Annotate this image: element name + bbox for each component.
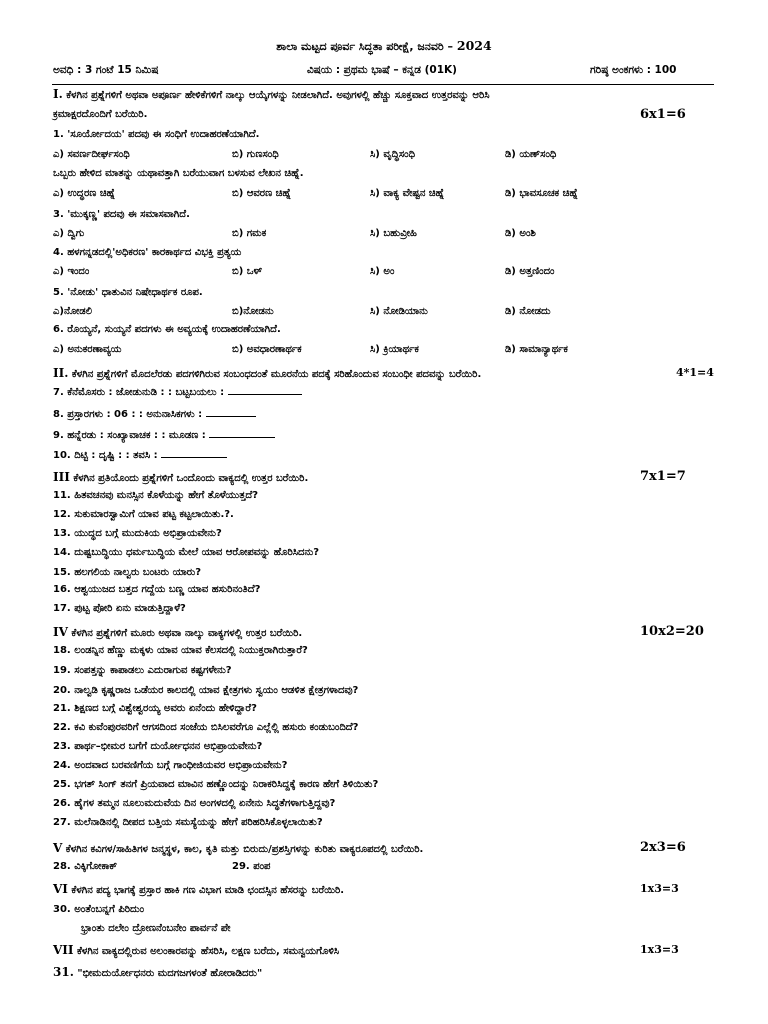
q1-option-b: ಬಿ) ಗುಣಸಂಧಿ xyxy=(232,149,279,160)
question-7: 7. ಕೆನೆಮೊಸರು : ಜೋಡುನುಡಿ : : ಬಟ್ಟಬಯಲು : xyxy=(53,385,653,400)
q6-option-a: ಎ) ಅನುಕರಣಾವ್ಯಯ xyxy=(53,344,122,355)
section-1-instruction-cont: ಕ್ರಮಾಕ್ಷರದೊಂದಿಗೆ ಬರೆಯಿರಿ. xyxy=(53,109,148,120)
question-11: 11. ಹಿತವಚನವು ಮನಸ್ಸಿನ ಕೊಳೆಯನ್ನು ಹೇಗೆ ತೊಳೆಯುತ್ತದೆ? xyxy=(53,490,259,501)
question-23: 23. ಪಾರ್ಥ–ಭೀಮರ ಬಗೆಗೆ ದುರ್ಯೋಧನನ ಅಭಿಪ್ರಾಯವೇನು? xyxy=(53,741,263,752)
section-3-marks: 7x1=7 xyxy=(640,469,686,484)
q2-option-c: ಸಿ) ವಾಕ್ಯ ವೇಷ್ಟನ ಚಿಹ್ನೆ xyxy=(370,188,445,199)
question-21: 21. ಶಿಕ್ಷಣದ ಬಗ್ಗೆ ವಿಶ್ವೇಶ್ವರಯ್ಯ ಅವರು ಏನೆಂದು ಹೇಳಿದ್ದಾರೆ? xyxy=(53,703,257,714)
section-1-marks: 6x1=6 xyxy=(640,107,686,122)
question-31: 31. "ಭೀಮದುರ್ಯೋಧನರು ಮದಗಜಗಳಂತೆ ಹೋರಾಡಿದರು" xyxy=(53,965,263,979)
q2-option-b: ಬಿ) ಆವರಣ ಚಿಹ್ನೆ xyxy=(232,188,292,199)
q1-option-a: ಎ) ಸವರ್ಣದೀರ್ಘಸಂಧಿ xyxy=(53,149,130,160)
section-2-marks: 4*1=4 xyxy=(676,366,714,379)
question-16: 16. ಆಶ್ವಯುಜದ ಬತ್ತದ ಗದ್ದೆಯ ಬಣ್ಣ ಯಾವ ಹಸುರಿನಂತಿದೆ? xyxy=(53,584,261,595)
page-title: ಶಾಲಾ ಮಟ್ಟದ ಪೂರ್ವ ಸಿದ್ಧತಾ ಪರೀಕ್ಷೆ, ಜನವರಿ – 2024 xyxy=(276,38,492,53)
header-divider xyxy=(52,84,714,85)
question-17: 17. ಪುಟ್ಟ ಪೋರಿ ಏನು ಮಾಡುತ್ತಿದ್ದಾಳೆ? xyxy=(53,603,186,614)
question-24: 24. ಅಂದವಾದ ಬರವಣಿಗೆಯ ಬಗ್ಗೆ ಗಾಂಧೀಜಿಯವರ ಅಭಿಪ್ರಾಯವೇನು? xyxy=(53,760,288,771)
q5-option-a: ಎ)ನೋಡಲಿ xyxy=(53,306,92,317)
question-22: 22. ಕವಿ ಕುವೆಂಪುರವರಿಗೆ ಆಗಸದಿಂದ ಸಂಜೆಯ ಬಿಸಿಲವರೆಗೂ ಎಲ್ಲೆಲ್ಲಿ ಹಸುರು ಕಂಡುಬಂದಿದೆ? xyxy=(53,722,359,733)
exam-year: 2024 xyxy=(456,38,492,53)
question-30-line-1: 30. ಅಂತೆಂಬನ್ನಗೆ ಪಿರಿದುಂ xyxy=(53,904,145,915)
question-4: 4. ಹಳಗನ್ನಡದಲ್ಲಿ'ಅಧಿಕರಣ' ಕಾರಕಾರ್ಥದ ವಿಭಕ್ತಿ ಪ್ರತ್ಯಯ xyxy=(53,247,242,258)
q3-option-a: ಎ) ದ್ವಿಗು xyxy=(53,228,85,239)
question-10: 10. ದಿಟ್ಟಿ : ದೃಷ್ಟಿ : : ತವಸಿ : xyxy=(53,448,653,463)
answer-blank xyxy=(228,385,302,395)
q5-option-d: ಡಿ) ನೋಡದು xyxy=(505,306,551,317)
q6-option-c: ಸಿ) ಕ್ರಿಯಾರ್ಥಕ xyxy=(370,344,419,355)
question-27: 27. ಮಲೆನಾಡಿನಲ್ಲಿ ದೀಪದ ಬತ್ತಿಯ ಸಮಸ್ಯೆಯನ್ನು ಹೇಗೆ ಪರಿಹರಿಸಿಕೊಳ್ಳಲಾಯಿತು? xyxy=(53,817,323,828)
question-13: 13. ಯುದ್ಧದ ಬಗ್ಗೆ ಮುದುಕಿಯ ಅಭಿಪ್ರಾಯವೇನು? xyxy=(53,528,222,539)
question-1: 1. 'ಸೂರ್ಯೋದಯ' ಪದವು ಈ ಸಂಧಿಗೆ ಉದಾಹರಣೆಯಾಗಿದೆ. xyxy=(53,129,260,140)
max-marks-label: ಗರಿಷ್ಠ ಅಂಕಗಳು : 100 xyxy=(590,64,677,76)
question-14: 14. ದುಷ್ಟಬುದ್ಧಿಯು ಧರ್ಮಬುದ್ಧಿಯ ಮೇಲೆ ಯಾವ ಆರೋಪವನ್ನು ಹೊರಿಸಿದನು? xyxy=(53,547,320,558)
question-12: 12. ಸುಕುಮಾರಸ್ವಾಮಿಗೆ ಯಾವ ಪಟ್ಟ ಕಟ್ಟಲಾಯಿತು.?. xyxy=(53,509,234,520)
q3-option-d: ಡಿ) ಅಂಶಿ xyxy=(505,228,536,239)
question-19: 19. ಸಂಪತ್ತನ್ನು ಕಾಪಾಡಲು ಎದುರಾಗುವ ಕಷ್ಟಗಳೇನು? xyxy=(53,665,232,676)
q2-option-a: ಎ) ಉದ್ಧರಣ ಚಿಹ್ನೆ xyxy=(53,188,116,199)
question-26: 26. ಹೈಗಳ ತಮ್ಮನ ನೂಲುಮದುವೆಯ ದಿನ ಅಂಗಳದಲ್ಲಿ ಏನೇನು ಸಿದ್ಧತೆಗಳಾಗುತ್ತಿದ್ದವು? xyxy=(53,798,336,809)
answer-blank xyxy=(161,448,227,458)
q4-option-b: ಬಿ) ಒಳ್ xyxy=(232,266,263,277)
q3-option-b: ಬಿ) ಗಮಕ xyxy=(232,228,267,239)
question-2: ಒಬ್ಬರು ಹೇಳಿದ ಮಾತನ್ನು ಯಥಾವತ್ತಾಗಿ ಬರೆಯುವಾಗ ಬಳಸುವ ಲೇಖನ ಚಿಹ್ನೆ. xyxy=(53,168,304,179)
question-30-line-2: ಭ್ರಾಂತು ದಲೇಂ ದ್ರೋಣನೆಂಬನೇಂ ಪಾರ್ವನೆ ಪೇ xyxy=(81,923,231,934)
q6-option-d: ಡಿ) ಸಾಮಾನ್ಯಾರ್ಥಕ xyxy=(505,344,568,355)
q5-option-c: ಸಿ) ನೋಡಿಯಾನು xyxy=(370,306,428,317)
q6-option-b: ಬಿ) ಅವಧಾರಣಾರ್ಥಕ xyxy=(232,344,302,355)
q4-option-a: ಎ) ಇಂದಂ xyxy=(53,266,90,277)
q3-option-c: ಸಿ) ಬಹುವ್ರೀಹಿ xyxy=(370,228,417,239)
q5-option-b: ಬಿ)ನೋಡನು xyxy=(232,306,274,317)
q4-option-c: ಸಿ) ಅಂ xyxy=(370,266,395,277)
duration-label: ಅವಧಿ : 3 ಗಂಟೆ 15 ನಿಮಿಷ xyxy=(53,64,159,76)
question-20: 20. ನಾಲ್ವಡಿ ಕೃಷ್ಣರಾಜ ಒಡೆಯರ ಕಾಲದಲ್ಲಿ ಯಾವ ಕ್ಷೇತ್ರಗಳು ಸ್ವಯಂ ಆಡಳಿತ ಕ್ಷೇತ್ರಗಳಾದವು? xyxy=(53,685,359,696)
q1-option-d: ಡಿ) ಯಣ್‌ಸಂಧಿ xyxy=(505,149,557,160)
q1-option-c: ಸಿ) ವೃದ್ಧಿಸಂಧಿ xyxy=(370,149,416,160)
section-6-instruction: VI ಕೆಳಗಿನ ಪದ್ಯ ಭಾಗಕ್ಕೆ ಪ್ರಸ್ತಾರ ಹಾಕಿ ಗಣ ವಿಭಾಗ ಮಾಡಿ ಛಂದಸ್ಸಿನ ಹೆಸರನ್ನು ಬರೆಯಿರಿ. xyxy=(53,882,345,896)
section-2-instruction: II. ಕೆಳಗಿನ ಪ್ರಶ್ನೆಗಳಿಗೆ ಮೊದಲೆರಡು ಪದಗಳಿಗಿರುವ ಸಂಬಂಧದಂತೆ ಮೂರನೆಯ ಪದಕ್ಕೆ ಸರಿಹೊಂದುವ ಸಂಬಂಧೀ ಪದವನ್ನು ಬರೆಯಿರಿ. xyxy=(53,366,482,380)
section-4-instruction: IV ಕೆಳಗಿನ ಪ್ರಶ್ನೆಗಳಿಗೆ ಮೂರು ಅಥವಾ ನಾಲ್ಕು ವಾಕ್ಯಗಳಲ್ಲಿ ಉತ್ತರ ಬರೆಯಿರಿ. xyxy=(53,625,303,639)
question-18: 18. ಲಂಡನ್ನಿನ ಹೆಣ್ಣು ಮಕ್ಕಳು ಯಾವ ಯಾವ ಕೆಲಸದಲ್ಲಿ ನಿಯುಕ್ತರಾಗಿರುತ್ತಾರೆ? xyxy=(53,645,308,656)
question-29: 29. ಪಂಪ xyxy=(232,861,271,872)
question-9: 9. ಹನ್ನೆರಡು : ಸಂಖ್ಯಾವಾಚಕ : : ಮೂಡಣ : xyxy=(53,428,653,443)
question-25: 25. ಭಗತ್ ಸಿಂಗ್ ತನಗೆ ಪ್ರಿಯವಾದ ಮಾವಿನ ಹಣ್ಣೊಂದನ್ನು ನಿರಾಕರಿಸಿದ್ದಕ್ಕೆ ಕಾರಣ ಹೇಗೆ ತಿಳಿಯಿತು? xyxy=(53,779,379,790)
question-15: 15. ಹಲಗಲಿಯ ನಾಲ್ವರು ಬಂಟರು ಯಾರು? xyxy=(53,567,202,578)
answer-blank xyxy=(209,428,275,438)
subject-label: ವಿಷಯ : ಪ್ರಥಮ ಭಾಷೆ – ಕನ್ನಡ (01K) xyxy=(307,64,457,76)
section-6-marks: 1x3=3 xyxy=(640,882,679,895)
section-1-instruction: I. ಕೆಳಗಿನ ಪ್ರಶ್ನೆಗಳಿಗೆ ಅಥವಾ ಅಪೂರ್ಣ ಹೇಳಿಕೆಗಳಿಗೆ ನಾಲ್ಕು ಆಯ್ಕೆಗಳನ್ನು ನೀಡಲಾಗಿದೆ. ಅವುಗಳಲ್ಲಿ ಹೆಚ್ಚು ಸೂಕ್ತವಾದ ಉತ್ತರವನ್ನು ಆರಿಸಿ xyxy=(53,87,490,101)
section-7-instruction: VII ಕೆಳಗಿನ ವಾಕ್ಯದಲ್ಲಿರುವ ಅಲಂಕಾರವನ್ನು ಹೆಸರಿಸಿ, ಲಕ್ಷಣ ಬರೆದು, ಸಮನ್ವಯಗೊಳಿಸಿ xyxy=(53,943,340,957)
question-5: 5. 'ನೋಡು' ಧಾತುವಿನ ನಿಷೇಧಾರ್ಥಕ ರೂಪ. xyxy=(53,287,203,298)
answer-blank xyxy=(206,407,256,417)
question-6: 6. ರೊಯ್ಯನೆ, ಸುಯ್ಯನೆ ಪದಗಳು ಈ ಅವ್ಯಯಕ್ಕೆ ಉದಾಹರಣೆಯಾಗಿದೆ. xyxy=(53,324,281,335)
section-7-marks: 1x3=3 xyxy=(640,943,679,956)
question-8: 8. ಪ್ರಸ್ತಾರಗಳು : 06 : : ಅನುನಾಸಿಕಗಳು : xyxy=(53,407,653,422)
question-3: 3. 'ಮುಕ್ಕಣ್ಣ' ಪದವು ಈ ಸಮಾಸವಾಗಿದೆ. xyxy=(53,209,190,220)
question-28: 28. ವಿಕ್ಕಿಗೋಕಾಕ್ xyxy=(53,861,118,872)
q4-option-d: ಡಿ) ಅತ್ತಣಿಂದಂ xyxy=(505,266,555,277)
section-5-instruction: V ಕೆಳಗಿನ ಕವಿಗಳ/ಸಾಹಿತಿಗಳ ಜನ್ಮಸ್ಥಳ, ಕಾಲ, ಕೃತಿ ಮತ್ತು ಬಿರುದು/ಪ್ರಶಸ್ತಿಗಳನ್ನು ಕುರಿತು ವಾಕ್ಯರೂಪದಲ್ಲಿ ಬರೆಯಿರಿ. xyxy=(53,841,424,855)
section-5-marks: 2x3=6 xyxy=(640,840,686,855)
section-4-marks: 10x2=20 xyxy=(640,624,704,639)
q2-option-d: ಡಿ) ಭಾವಸೂಚಕ ಚಿಹ್ನೆ xyxy=(505,188,579,199)
section-3-instruction: III ಕೆಳಗಿನ ಪ್ರತಿಯೊಂದು ಪ್ರಶ್ನೆಗಳಿಗೆ ಒಂದೊಂದು ವಾಕ್ಯದಲ್ಲಿ ಉತ್ತರ ಬರೆಯಿರಿ. xyxy=(53,470,309,484)
